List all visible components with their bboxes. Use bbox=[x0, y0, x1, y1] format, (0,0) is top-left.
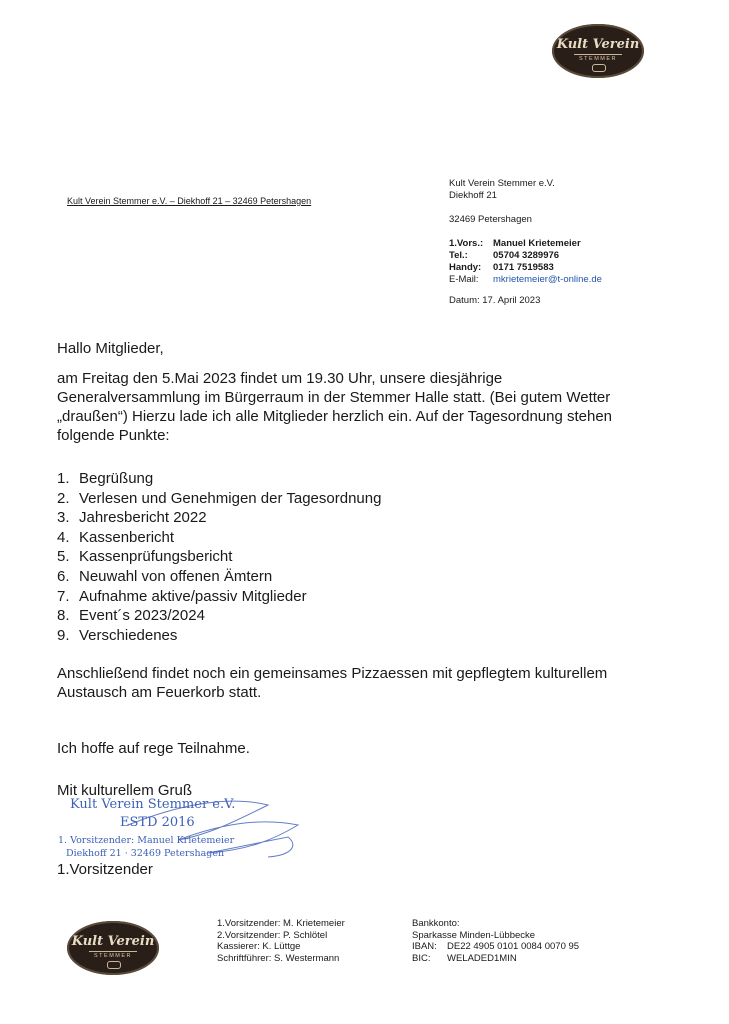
chair-label: 1.Vors.: bbox=[449, 238, 484, 249]
agenda-number: 7. bbox=[57, 587, 70, 605]
agenda-item bbox=[57, 626, 381, 646]
logo-title: Kult Verein bbox=[71, 934, 155, 949]
agenda-text: Event´s 2023/2024 bbox=[79, 607, 205, 625]
signer-role: 1.Vorsitzender bbox=[57, 861, 153, 878]
date-label: Datum: bbox=[449, 295, 480, 306]
email-link[interactable]: mkrietemeier@t-online.de bbox=[493, 274, 602, 285]
board-line: 2.Vorsitzender: P. Schlötel bbox=[217, 929, 328, 941]
board-line: Kassierer: K. Lüttge bbox=[217, 941, 301, 952]
hope-line: Ich hoffe auf rege Teilnahme. bbox=[57, 740, 250, 757]
agenda-number: 3. bbox=[57, 509, 70, 527]
tel-value: 05704 3289976 bbox=[493, 250, 560, 261]
chair-row bbox=[449, 238, 602, 250]
agenda-item bbox=[57, 489, 381, 509]
logo-title: Kult Verein bbox=[556, 37, 640, 52]
logo-badge-icon bbox=[592, 64, 606, 72]
agenda-item bbox=[57, 587, 381, 607]
sender-block bbox=[449, 178, 602, 307]
bic-label: BIC: bbox=[412, 952, 431, 964]
return-address: Kult Verein Stemmer e.V. – Diekhoff 21 – 32469 Petershagen bbox=[67, 196, 312, 206]
bic-row bbox=[412, 953, 579, 965]
date-value: 17. April 2023 bbox=[482, 295, 541, 306]
bank-name: Sparkasse Minden-Lübbecke bbox=[412, 929, 536, 941]
stamp-line-2: ESTD 2016 bbox=[120, 815, 195, 830]
agenda-text: Kassenprüfungsbericht bbox=[79, 548, 233, 566]
tel-row bbox=[449, 250, 602, 262]
intro-paragraph: am Freitag den 5.Mai 2023 findet um 19.30 Uhr, unsere diesjährige Generalversammlung im Bürgerraum in der Stemmer Halle statt. (Bei gutem Wetter „draußen“) Hierzu lade ich alle Mitglieder herzlich ein. Auf der Tagesordnung stehen folgende Punkte: bbox=[57, 370, 613, 444]
iban-value: DE22 4905 0101 0084 0070 95 bbox=[447, 941, 580, 952]
date-row bbox=[449, 295, 602, 307]
email-label: E-Mail: bbox=[449, 274, 479, 285]
agenda-text: Verschiedenes bbox=[79, 626, 178, 644]
logo-badge-icon bbox=[107, 961, 121, 969]
agenda-text: Aufnahme aktive/passiv Mitglieder bbox=[79, 587, 307, 605]
board-line: Schriftführer: S. Westermann bbox=[217, 952, 340, 964]
agenda-text: Neuwahl von offenen Ämtern bbox=[79, 567, 273, 585]
agenda-number: 8. bbox=[57, 607, 70, 625]
tel-label: Tel.: bbox=[449, 250, 468, 261]
logo-divider bbox=[89, 951, 137, 952]
regards-line: Mit kulturellem Gruß bbox=[57, 782, 193, 799]
chair-value: Manuel Krietemeier bbox=[493, 238, 581, 249]
sender-name: Kult Verein Stemmer e.V. bbox=[449, 178, 555, 189]
agenda-number: 4. bbox=[57, 528, 70, 546]
bic-value: WELADED1MIN bbox=[447, 952, 517, 964]
logo-subtitle: STEMMER bbox=[579, 56, 617, 62]
stamp-line-4: Diekhoff 21 · 32469 Petershagen bbox=[66, 848, 225, 859]
email-row bbox=[449, 274, 602, 286]
greeting: Hallo Mitglieder, bbox=[57, 340, 164, 357]
stamp-line-1: Kult Verein Stemmer e.V. bbox=[70, 797, 236, 812]
agenda-item bbox=[57, 469, 381, 489]
stamp-line-3: 1. Vorsitzender: Manuel Krietemeier bbox=[58, 835, 235, 846]
agenda-item bbox=[57, 567, 381, 587]
closing-paragraph: Anschließend findet noch ein gemeinsames Pizzaessen mit gepflegtem kulturellem Austausch am Feuerkorb statt. bbox=[57, 665, 608, 701]
iban-label: IBAN: bbox=[412, 941, 437, 952]
bank-title: Bankkonto: bbox=[412, 918, 460, 929]
agenda-number: 5. bbox=[57, 548, 70, 566]
club-stamp bbox=[58, 795, 308, 865]
iban-row bbox=[412, 941, 579, 953]
agenda-number: 1. bbox=[57, 470, 70, 487]
agenda-number: 2. bbox=[57, 489, 70, 507]
mobile-label: Handy: bbox=[449, 262, 482, 273]
club-logo-top bbox=[552, 24, 644, 78]
mobile-value: 0171 7519583 bbox=[493, 262, 554, 273]
agenda-text: Jahresbericht 2022 bbox=[79, 509, 207, 527]
footer-board bbox=[217, 918, 345, 964]
agenda-number: 9. bbox=[57, 626, 70, 644]
sender-city: 32469 Petershagen bbox=[449, 214, 532, 225]
footer-bank bbox=[412, 918, 579, 964]
sender-street: Diekhoff 21 bbox=[449, 190, 497, 201]
logo-subtitle: STEMMER bbox=[94, 953, 132, 959]
agenda-item bbox=[57, 547, 381, 567]
logo-divider bbox=[574, 54, 622, 55]
board-line: 1.Vorsitzender: M. Krietemeier bbox=[217, 918, 345, 929]
agenda-text: Begrüßung bbox=[79, 470, 154, 487]
agenda-text: Verlesen und Genehmigen der Tagesordnung bbox=[79, 489, 382, 507]
club-logo-bottom bbox=[67, 921, 159, 975]
mobile-row bbox=[449, 262, 602, 274]
agenda-list bbox=[57, 469, 381, 645]
agenda-number: 6. bbox=[57, 567, 70, 585]
agenda-item bbox=[57, 508, 381, 528]
agenda-item bbox=[57, 606, 381, 626]
agenda-text: Kassenbericht bbox=[79, 528, 175, 546]
agenda-item bbox=[57, 528, 381, 548]
